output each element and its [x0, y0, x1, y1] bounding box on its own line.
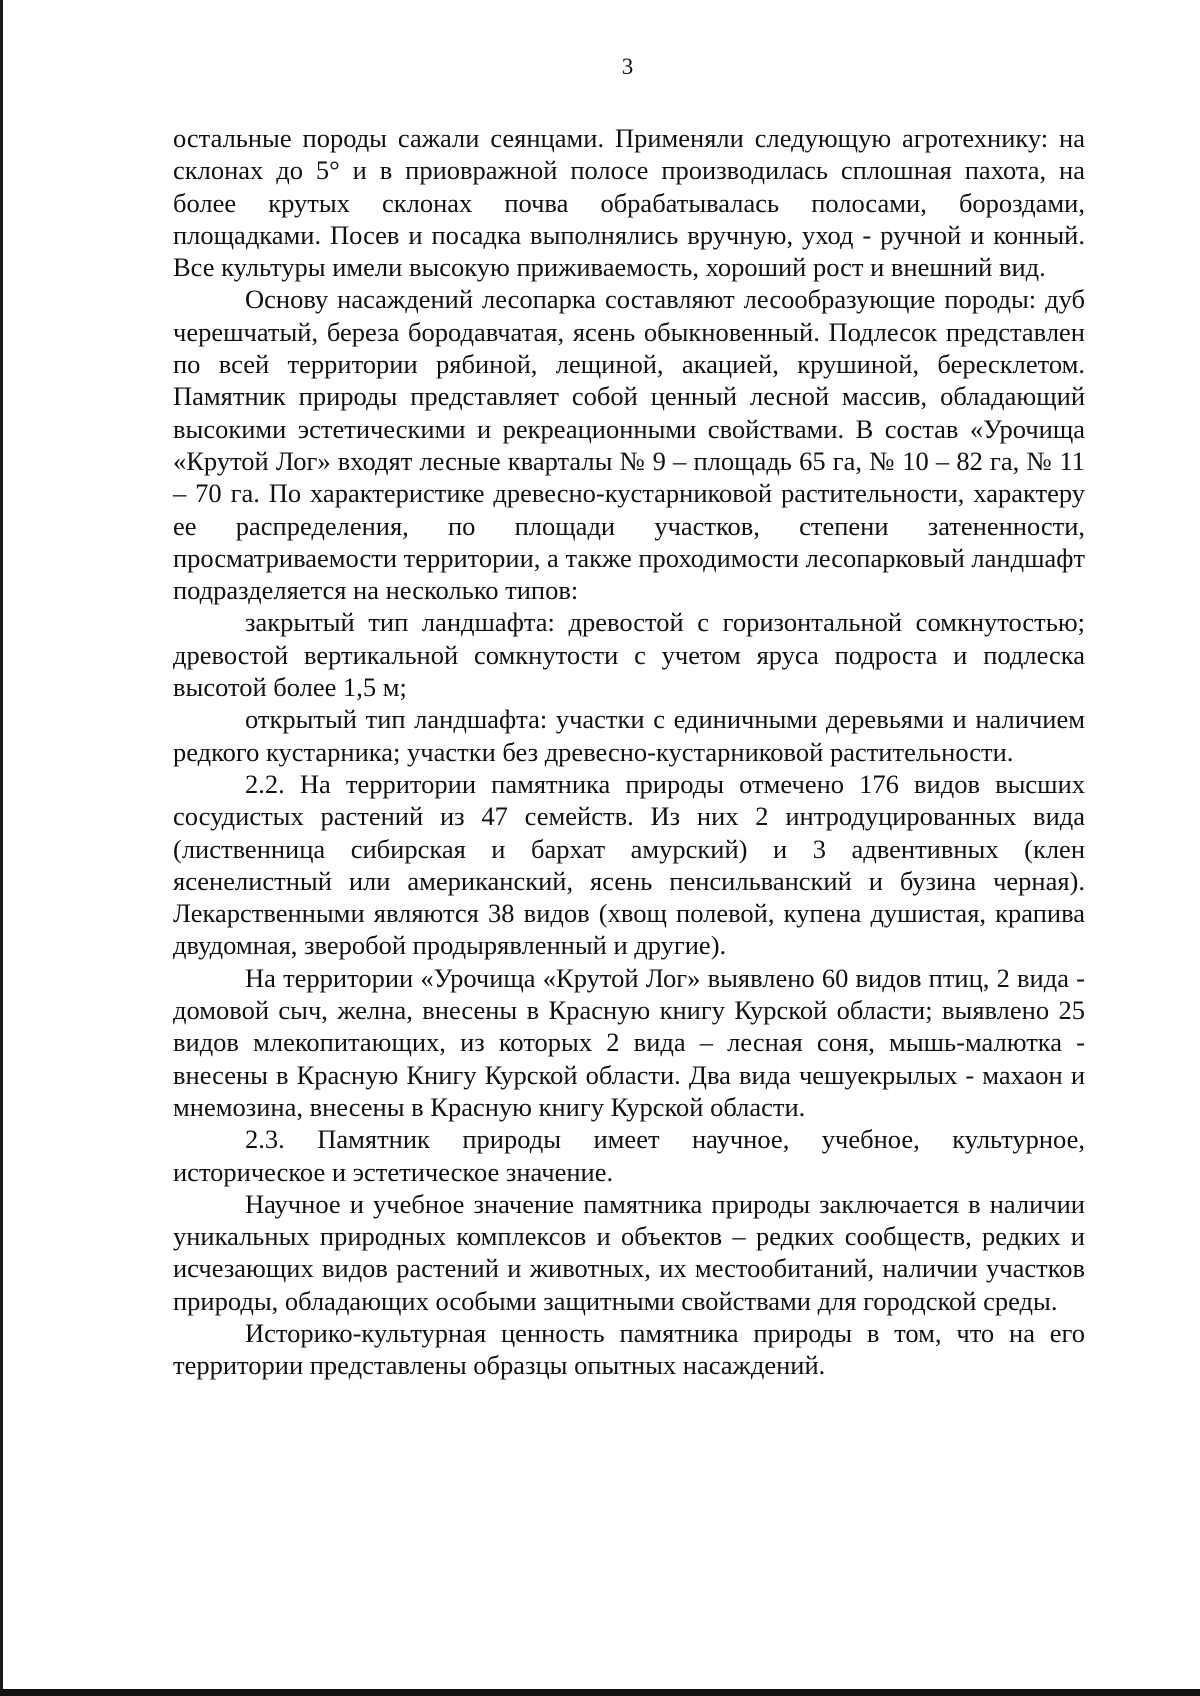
paragraph-section-2-3: 2.3. Памятник природы имеет научное, учебное, культурное, историческое и эстетическое значение.: [173, 1124, 1085, 1187]
scan-edge-bottom: [0, 1689, 1200, 1696]
paragraph-continuation: остальные породы сажали сеянцами. Применяли следующую агротехнику: на склонах до 5° и в приовражной полосе производилась сплошная пахота, на более крутых склонах почва обрабатывалась полосами, бороздами, площадками. Посев и посадка выполнялись вручную, уход - ручной и конный. Все культуры имели высокую приживаемость, хороший рост и внешний вид.: [173, 123, 1085, 283]
paragraph-cultural-value: Историко-культурная ценность памятника природы в том, что на его территории представлены образцы опытных насаждений.: [173, 1317, 1085, 1381]
paragraph-closed-landscape: закрытый тип ландшафта: древостой с горизонтальной сомкнутостью; древостой вертикальной сомкнутости с учетом яруса подроста и подлеска высотой более 1,5 м;: [173, 607, 1085, 703]
page-number: 3: [621, 54, 634, 79]
document-body: [173, 122, 1085, 1382]
paragraph-fauna: На территории «Урочища «Крутой Лог» выявлено 60 видов птиц, 2 вида - домовой сыч, желна, внесены в Красную книгу Курской области; выявлено 25 видов млекопитающих, из которых 2 вида – лесная соня, мышь-малютка - внесены в Красную Книгу Курской области. Два вида чешуекрылых - махаон и мнемозина, внесены в Красную книгу Курской области.: [173, 962, 1085, 1122]
paragraph-forest-composition: Основу насаждений лесопарка составляют лесообразующие породы: дуб черешчатый, береза бородавчатая, ясень обыкновенный. Подлесок представлен по всей территории рябиной, лещиной, акацией, крушиной, бересклетом. Памятник природы представляет собой ценный лесной массив, обладающий высокими эстетическими и рекреационными свойствами. В состав «Урочища «Крутой Лог» входят лесные кварталы № 9 – площадь 65 га, № 10 – 82 га, № 11 – 70 га. По характеристике древесно-кустарниковой растительности, характеру ее распределения, по площади участков, степени затененности, просматриваемости территории, а также проходимости лесопарковый ландшафт подразделяется на несколько типов:: [173, 284, 1085, 606]
paragraph-section-2-2: 2.2. На территории памятника природы отмечено 176 видов высших сосудистых растений из 47 семейств. Из них 2 интродуцированных вида (лиственница сибирская и бархат амурский) и 3 адвентивных (клен ясенелистный или американский, ясень пенсильванский и бузина черная). Лекарственными являются 38 видов (хвощ полевой, купена душистая, крапива двудомная, зверобой продырявленный и другие).: [173, 768, 1085, 961]
paragraph-open-landscape: открытый тип ландшафта: участки с единичными деревьями и наличием редкого кустарника; участки без древесно-кустарниковой растительности.: [173, 704, 1085, 767]
paragraph-scientific-value: Научное и учебное значение памятника природы заключается в наличии уникальных природных комплексов и объектов – редких сообществ, редких и исчезающих видов растений и животных, их местообитаний, наличии участков природы, обладающих особыми защитными свойствами для городской среды.: [173, 1188, 1085, 1316]
scan-edge-left: [0, 0, 3, 1696]
